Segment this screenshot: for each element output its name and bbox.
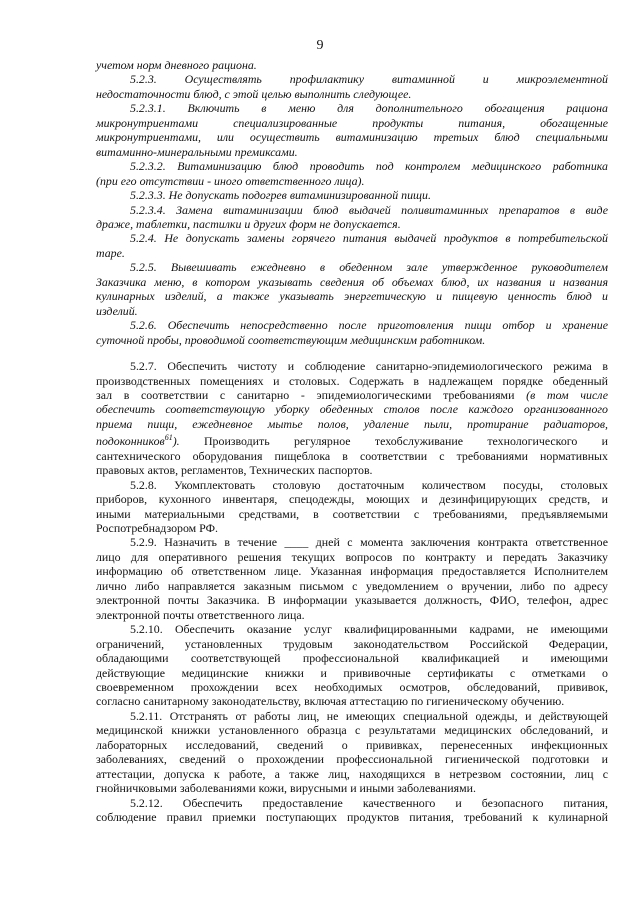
text-line: 5.2.3.2. Витаминизацию блюд проводить под контролем медицинского работника	[130, 159, 608, 174]
text-line: 5.2.8. Укомплектовать столовую достаточным количеством посуды, столовых	[130, 477, 608, 492]
text-line	[96, 431, 608, 448]
text-line: 5.2.7. Обеспечить чистоту и соблюдение санитарно-эпидемиологического режима в	[130, 359, 608, 374]
text-line: таре.	[96, 245, 125, 260]
text-line: заболеваниях, сведений о прохождении профессиональной гигиенической подготовки и	[96, 752, 608, 767]
text-line: обладающими соответствующей профессиональной квалификацией и имеющими	[96, 651, 608, 666]
text-line: своевременном прохождении всех необходимых осмотров, обследований, прививок,	[96, 680, 608, 694]
text-line: 5.2.3. Осуществлять профилактику витаминной и микроэлементной	[130, 72, 608, 87]
footnote-ref: 61	[164, 433, 173, 443]
text-line: суточной пробы, проводимой соответствующим медицинским работником.	[96, 332, 486, 347]
text-line: изделий.	[96, 303, 138, 318]
text-line: Роспотребнадзором РФ.	[96, 521, 218, 536]
text-line: недостаточности блюд, с этой целью выполнить следующее.	[96, 86, 412, 101]
paragraph-gap	[96, 347, 608, 359]
text-line: сантехнического оборудования пищеблока в соответствии с требованиями нормативных	[96, 448, 608, 463]
text-line: 5.2.6. Обеспечить непосредственно после приготовления пищи отбор и хранение	[130, 318, 608, 333]
text-run: зал в соответствии с санитарно - эпидемиологическими требованиями	[96, 387, 527, 402]
text-line: обеспечить соответствующую уборку обеденных столов после каждого организованного	[96, 402, 608, 417]
italic-run: ).	[172, 434, 180, 449]
text-line: гнойничковыми заболеваниями кожи, вирусными и иными заболеваниями.	[96, 781, 476, 796]
text-line: 5.2.3.3. Не допускать подогрев витаминизированной пищи.	[130, 188, 431, 203]
text-line: микронутриентами, или осуществить витаминизацию третьих блюд специальными	[96, 130, 608, 145]
text-line: лично либо направляется заказным письмом с уведомлением о вручении, либо по адресу	[96, 578, 608, 593]
text-line: соблюдение правил приемки поступающих продуктов питания, требований к кулинарной	[96, 810, 608, 825]
text-line: кулинарных изделий, а также указывать энергетическую и пищевую ценность блюд и	[96, 289, 608, 304]
text-line: (при его отсутствии - иного ответственного лица).	[96, 173, 365, 188]
text-line: ограничений, установленных трудовым законодательством Российской Федерации,	[96, 636, 608, 651]
italic-run: (в том числе	[526, 387, 609, 402]
text-line: приема пищи, ежедневное мытье полов, удаление пыли, протирание радиаторов,	[96, 416, 608, 431]
text-line: электронной почты ответственного лица.	[96, 607, 305, 622]
text-line: 5.2.10. Обеспечить оказание услуг квалифицированными кадрами, не имеющими	[130, 622, 608, 637]
text-run: Производить регулярное техобслуживание технологического и	[179, 434, 608, 449]
page-number: 9	[316, 38, 324, 53]
text-line: 5.2.12. Обеспечить предоставление качественного и безопасного питания,	[130, 795, 608, 810]
text-line: лицо для оперативного решения текущих вопросов по контракту и передать Заказчику	[96, 549, 608, 564]
italic-run: подоконников	[96, 434, 165, 449]
text-line: 5.2.3.4. Замена витаминизации блюд выдачей поливитаминных препаратов в виде	[130, 202, 608, 217]
paragraph-5-2-7	[96, 359, 608, 478]
text-line: иными материальными средствами, в соответствии с требованиями, предъявляемыми	[96, 506, 608, 521]
text-line: медицинской книжки установленного образца с результатами медицинских обследований, и	[96, 723, 608, 738]
text-line: 5.2.9. Назначить в течение ____ дней с момента заключения контракта ответственное	[130, 535, 608, 550]
text-line: 5.2.5. Вывешивать ежедневно в обеденном зале утвержденное руководителем	[130, 260, 608, 275]
text-line: аттестации, допуска к работе, а также лиц, находящихся в нетрезвом состоянии, лиц с	[96, 766, 608, 781]
text-line: приборов, кухонного инвентаря, спецодежды, моющих и дезинфицирующих средств, и	[96, 492, 608, 507]
normal-section	[96, 478, 608, 825]
text-line: учетом норм дневного рациона.	[96, 58, 257, 72]
text-line: информацию об ответственном лице. Указанная информация предоставляется Исполнителем	[96, 564, 608, 579]
italic-section	[96, 58, 608, 347]
text-line: микронутриентами специализированные продукты питания, обогащенные	[96, 115, 608, 130]
text-line: драже, таблетки, пастилки и других форм не допускается.	[96, 216, 401, 231]
text-line	[96, 388, 608, 402]
text-line: действующие медицинские книжки и прививочные сертификаты с отметками о	[96, 665, 608, 680]
text-line: лабораторных исследований, сведений о прививках, перенесенных инфекционных	[96, 737, 608, 752]
text-line: 5.2.11. Отстранять от работы лиц, не имеющих специальной одежды, и действующей	[130, 708, 608, 723]
document-body	[96, 58, 608, 825]
text-line: правовых актов, регламентов, Технических паспортов.	[96, 463, 373, 478]
text-line: 5.2.3.1. Включить в меню для дополнительного обогащения рациона	[130, 101, 608, 116]
text-line: Заказчика меню, в котором указывать сведения об объемах блюд, их названия и названия	[96, 274, 608, 289]
text-line: электронной почты Заказчика. В информации указывается должность, ФИО, телефон, адрес	[96, 593, 608, 608]
text-line: согласно санитарному законодательству, включая аттестацию по гигиеническому обучению.	[96, 694, 565, 709]
text-line: производственных помещениях и столовых. Содержать в надлежащем порядке обеденный	[96, 373, 608, 388]
text-line: 5.2.4. Не допускать замены горячего питания выдачей продуктов в потребительской	[130, 231, 608, 246]
text-line: витаминно-минеральными премиксами.	[96, 144, 298, 159]
